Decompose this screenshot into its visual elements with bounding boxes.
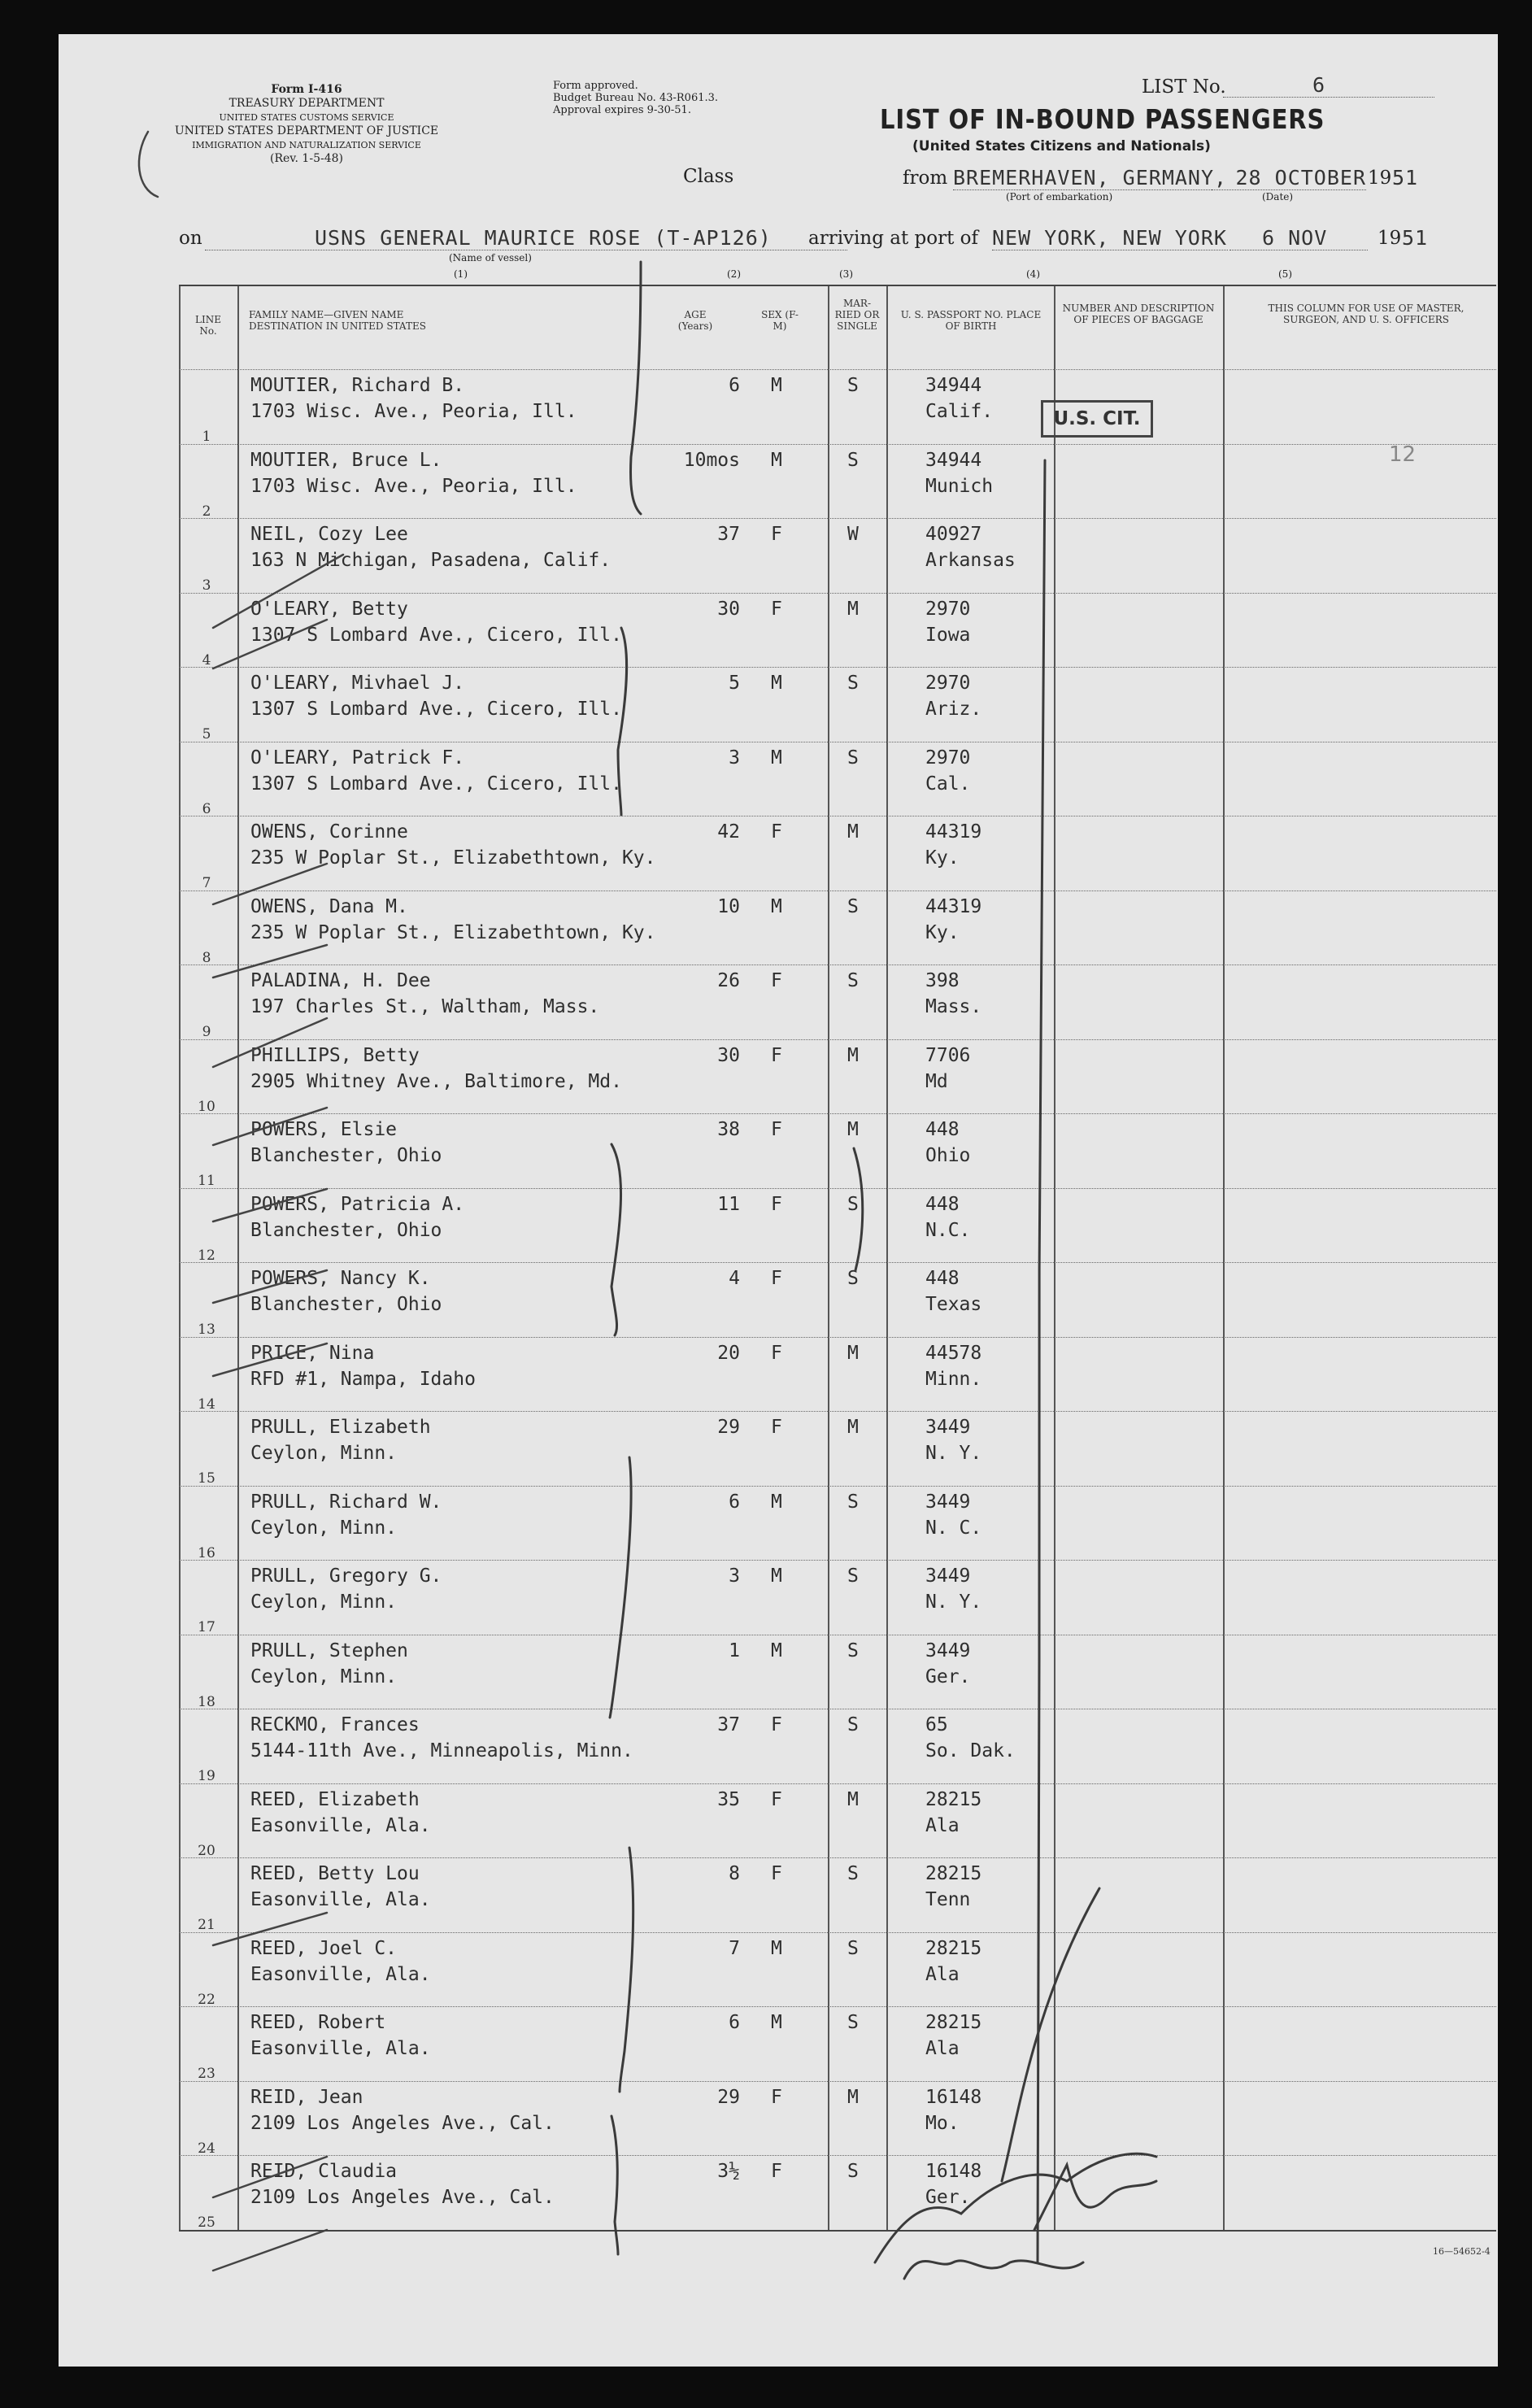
table-row	[179, 742, 1496, 817]
approval-line-3: Approval expires 9-30-51.	[553, 104, 691, 116]
line-number: 12	[198, 1247, 215, 1264]
table-row	[179, 1039, 1496, 1115]
passenger-name: REED, Elizabeth	[250, 1788, 420, 1810]
form-number: Form I-416	[271, 83, 342, 96]
place-of-birth: Minn.	[925, 1368, 982, 1390]
year-1: 51	[1392, 166, 1419, 189]
page-title: LIST OF IN-BOUND PASSENGERS	[880, 103, 1325, 135]
place-of-birth: Md	[925, 1070, 948, 1092]
colhead-line: LINE No.	[195, 314, 221, 337]
passenger-name: POWERS, Elsie	[250, 1119, 398, 1140]
line-number: 13	[198, 1322, 215, 1338]
passenger-name: POWERS, Nancy K.	[250, 1268, 431, 1289]
marital-status: S	[847, 673, 859, 694]
marital-status: M	[847, 1044, 859, 1066]
line-number: 24	[198, 2140, 215, 2157]
line-number: 21	[198, 1917, 215, 1933]
age: 35	[717, 1788, 740, 1810]
table-row	[179, 444, 1496, 520]
embark-date: 28 OCTOBER	[1212, 166, 1366, 190]
age: 29	[717, 2086, 740, 2108]
passenger-name: O'LEARY, Patrick F.	[250, 747, 465, 769]
destination: 1307 S Lombard Ave., Cicero, Ill.	[250, 624, 622, 646]
table-row	[179, 965, 1496, 1040]
from-label: from	[903, 168, 948, 189]
sex: M	[771, 2012, 782, 2033]
marital-status: M	[847, 821, 859, 843]
col-num-4: (4)	[1026, 268, 1040, 280]
destination: RFD #1, Nampa, Idaho	[250, 1368, 476, 1390]
sex: M	[771, 895, 782, 917]
table-row	[179, 1857, 1496, 1933]
age: 3	[729, 1565, 740, 1587]
passenger-name: PRULL, Gregory G.	[250, 1565, 442, 1587]
passport-number: 3449	[925, 1491, 971, 1513]
sex: M	[771, 673, 782, 694]
passport-number: 3449	[925, 1417, 971, 1438]
passport-number: 16148	[925, 2086, 982, 2108]
sex: F	[771, 524, 782, 545]
marital-status: S	[847, 449, 859, 471]
line-number: 1	[202, 429, 211, 445]
table-row	[179, 1411, 1496, 1487]
passenger-name: PRULL, Elizabeth	[250, 1417, 431, 1438]
passport-number: 28215	[925, 2012, 982, 2033]
vessel-caption: (Name of vessel)	[449, 252, 532, 263]
marital-status: S	[847, 1491, 859, 1513]
passenger-name: POWERS, Patricia A.	[250, 1193, 465, 1215]
destination: Easonville, Ala.	[250, 1814, 431, 1836]
passenger-name: REID, Claudia	[250, 2161, 398, 2182]
customs-service: UNITED STATES CUSTOMS SERVICE	[219, 112, 394, 123]
age: 6	[729, 1491, 740, 1513]
line-number: 6	[202, 800, 211, 817]
age: 8	[729, 1863, 740, 1884]
place-of-birth: Texas	[925, 1294, 982, 1315]
place-of-birth: Arkansas	[925, 550, 1016, 571]
destination: 235 W Poplar St., Elizabethtown, Ky.	[250, 921, 656, 943]
age: 37	[717, 1714, 740, 1735]
list-number-label: LIST No.	[1142, 76, 1226, 98]
passenger-name: REED, Joel C.	[250, 1937, 398, 1959]
passport-number: 34944	[925, 449, 982, 471]
passport-number: 3449	[925, 1565, 971, 1587]
destination: 163 N Michigan, Pasadena, Calif.	[250, 550, 611, 571]
passport-number: 44578	[925, 1342, 982, 1364]
passenger-name: OWENS, Dana M.	[250, 895, 408, 917]
place-of-birth: Ala	[925, 1814, 960, 1836]
line-number: 18	[198, 1693, 215, 1710]
passenger-name: PRICE, Nina	[250, 1342, 375, 1364]
table-row	[179, 1337, 1496, 1413]
destination: 5144-11th Ave., Minneapolis, Minn.	[250, 1740, 633, 1761]
passport-number: 34944	[925, 375, 982, 396]
age: 5	[729, 673, 740, 694]
destination: Easonville, Ala.	[250, 2038, 431, 2059]
destination: 1703 Wisc. Ave., Peoria, Ill.	[250, 401, 577, 422]
line-number: 9	[202, 1024, 211, 1040]
date-caption: (Date)	[1262, 191, 1294, 202]
arriving-label: arriving at port of	[808, 228, 978, 249]
marital-status: S	[847, 895, 859, 917]
sex: M	[771, 1937, 782, 1959]
approval-block	[553, 80, 718, 116]
age: 1	[729, 1639, 740, 1661]
sex: M	[771, 449, 782, 471]
place-of-birth: Ger.	[925, 2187, 971, 2208]
place-of-birth: Ky.	[925, 921, 960, 943]
place-of-birth: Ger.	[925, 1666, 971, 1687]
arrival-date: 6 NOV	[1230, 226, 1368, 250]
passenger-name: RECKMO, Frances	[250, 1714, 420, 1735]
table-row	[179, 369, 1496, 445]
destination: 197 Charles St., Waltham, Mass.	[250, 996, 600, 1017]
table-row	[179, 2081, 1496, 2157]
page-subtitle: (United States Citizens and Nationals)	[912, 138, 1211, 155]
table-row	[179, 2155, 1496, 2231]
marital-status: S	[847, 1193, 859, 1215]
destination: Blanchester, Ohio	[250, 1145, 442, 1166]
line-number: 15	[198, 1470, 215, 1487]
age: 37	[717, 524, 740, 545]
line-number: 4	[202, 651, 211, 668]
age: 26	[717, 970, 740, 991]
line-number: 2	[202, 503, 211, 520]
passport-number: 398	[925, 970, 960, 991]
place-of-birth: N. C.	[925, 1517, 982, 1539]
passport-number: 28215	[925, 1937, 982, 1959]
approval-line-1: Form approved.	[553, 80, 638, 92]
marital-status: M	[847, 2086, 859, 2108]
colhead-baggage: NUMBER AND DESCRIPTION OF PIECES OF BAGGAGE	[1062, 303, 1215, 325]
port-of-embarkation: BREMERHAVEN, GERMANY,	[953, 166, 1228, 189]
sex: F	[771, 1119, 782, 1140]
destination: 2109 Los Angeles Ave., Cal.	[250, 2112, 555, 2134]
sex: F	[771, 1714, 782, 1735]
passenger-table	[179, 285, 1496, 2232]
age: 6	[729, 2012, 740, 2033]
passport-number: 16148	[925, 2161, 982, 2182]
marital-status: S	[847, 1714, 859, 1735]
line-number: 25	[198, 2214, 215, 2231]
passenger-name: PRULL, Richard W.	[250, 1491, 442, 1513]
vessel-name: USNS GENERAL MAURICE ROSE (T-AP126)	[205, 226, 847, 250]
destination: 235 W Poplar St., Elizabethtown, Ky.	[250, 847, 656, 869]
passenger-name: O'LEARY, Mivhael J.	[250, 673, 465, 694]
marital-status: M	[847, 1788, 859, 1810]
line-number: 22	[198, 1991, 215, 2008]
place-of-birth: Ohio	[925, 1145, 971, 1166]
destination: Ceylon, Minn.	[250, 1592, 398, 1613]
passenger-name: REED, Betty Lou	[250, 1863, 420, 1884]
sex: F	[771, 1193, 782, 1215]
line-number: 19	[198, 1768, 215, 1784]
colhead-married: MAR- RIED OR SINGLE	[834, 298, 880, 332]
marital-status: M	[847, 1417, 859, 1438]
footer-code: 16—54652-4	[1433, 2246, 1491, 2257]
passport-number: 40927	[925, 524, 982, 545]
place-of-birth: Calif.	[925, 401, 994, 422]
line-number: 8	[202, 949, 211, 966]
passenger-name: NEIL, Cozy Lee	[250, 524, 408, 545]
sex: F	[771, 1268, 782, 1289]
col-num-3: (3)	[839, 268, 853, 280]
line-number: 3	[202, 577, 211, 594]
colhead-name: FAMILY NAME—GIVEN NAME DESTINATION IN UNITED STATES	[249, 309, 426, 332]
age: 30	[717, 598, 740, 620]
place-of-birth: Tenn	[925, 1889, 971, 1910]
line-number: 7	[202, 875, 211, 891]
sex: F	[771, 1342, 782, 1364]
marital-status: M	[847, 598, 859, 620]
marital-status: S	[847, 375, 859, 396]
age: 4	[729, 1268, 740, 1289]
age: 38	[717, 1119, 740, 1140]
form-header-left	[156, 83, 457, 166]
passenger-name: PHILLIPS, Betty	[250, 1044, 420, 1066]
sex: M	[771, 1491, 782, 1513]
list-number: 6	[1223, 73, 1434, 98]
col-num-2: (2)	[727, 268, 741, 280]
table-row	[179, 593, 1496, 668]
destination: 1307 S Lombard Ave., Cicero, Ill.	[250, 699, 622, 720]
sex: F	[771, 1788, 782, 1810]
place-of-birth: Ala	[925, 2038, 960, 2059]
destination: 2109 Los Angeles Ave., Cal.	[250, 2187, 555, 2208]
sex: F	[771, 1863, 782, 1884]
passenger-name: OWENS, Corinne	[250, 821, 408, 843]
sex: F	[771, 2086, 782, 2108]
line-number: 23	[198, 2066, 215, 2082]
destination: 1703 Wisc. Ave., Peoria, Ill.	[250, 475, 577, 497]
ins-service: IMMIGRATION AND NATURALIZATION SERVICE	[192, 140, 421, 150]
passport-number: 448	[925, 1193, 960, 1215]
colhead-passport: U. S. PASSPORT NO. PLACE OF BIRTH	[900, 309, 1042, 332]
passport-number: 28215	[925, 1863, 982, 1884]
age: 29	[717, 1417, 740, 1438]
destination: 1307 S Lombard Ave., Cicero, Ill.	[250, 773, 622, 795]
passenger-name: MOUTIER, Bruce L.	[250, 449, 442, 471]
col-num-5: (5)	[1278, 268, 1292, 280]
age: 10mos	[683, 449, 740, 471]
passport-number: 448	[925, 1268, 960, 1289]
table-row	[179, 1486, 1496, 1561]
place-of-birth: Mo.	[925, 2112, 960, 2134]
officer-mark: 12	[1389, 442, 1417, 467]
destination: Ceylon, Minn.	[250, 1443, 398, 1464]
sex: M	[771, 1639, 782, 1661]
line-number: 16	[198, 1544, 215, 1561]
table-row	[179, 816, 1496, 891]
place-of-birth: Ala	[925, 1963, 960, 1985]
age: 3½	[717, 2161, 740, 2182]
sex: F	[771, 2161, 782, 2182]
marital-status: S	[847, 1639, 859, 1661]
destination: Blanchester, Ohio	[250, 1219, 442, 1241]
us-citizen-stamp: U.S. CIT.	[1041, 400, 1153, 438]
marital-status: S	[847, 1565, 859, 1587]
place-of-birth: N. Y.	[925, 1592, 982, 1613]
line-number: 17	[198, 1619, 215, 1635]
line-number: 5	[202, 726, 211, 742]
manifest-sheet	[59, 34, 1498, 2367]
passenger-name: PRULL, Stephen	[250, 1639, 408, 1661]
table-row	[179, 1560, 1496, 1635]
revision-date: (Rev. 1-5-48)	[270, 152, 343, 165]
marital-status: S	[847, 747, 859, 769]
passport-number: 44319	[925, 821, 982, 843]
marital-status: S	[847, 1937, 859, 1959]
age: 10	[717, 895, 740, 917]
port-embark-caption: (Port of embarkation)	[1006, 191, 1113, 202]
marital-status: S	[847, 1863, 859, 1884]
sex: F	[771, 970, 782, 991]
destination: Blanchester, Ohio	[250, 1294, 442, 1315]
marital-status: S	[847, 970, 859, 991]
destination: Easonville, Ala.	[250, 1963, 431, 1985]
marital-status: W	[847, 524, 859, 545]
age: 42	[717, 821, 740, 843]
table-row	[179, 1262, 1496, 1338]
colhead-officers: THIS COLUMN FOR USE OF MASTER, SURGEON, AND U. S. OFFICERS	[1268, 303, 1465, 325]
table-row	[179, 890, 1496, 966]
marital-status: M	[847, 1342, 859, 1364]
table-row	[179, 1932, 1496, 2008]
passenger-name: PALADINA, H. Dee	[250, 970, 431, 991]
colhead-age: AGE (Years)	[677, 309, 713, 332]
sex: F	[771, 821, 782, 843]
line-number: 14	[198, 1396, 215, 1413]
marital-status: M	[847, 1119, 859, 1140]
place-of-birth: Mass.	[925, 996, 982, 1017]
table-row	[179, 1113, 1496, 1189]
sex: M	[771, 375, 782, 396]
place-of-birth: Iowa	[925, 624, 971, 646]
sex: M	[771, 1565, 782, 1587]
destination: Easonville, Ala.	[250, 1889, 431, 1910]
passport-number: 2970	[925, 747, 971, 769]
passport-number: 3449	[925, 1639, 971, 1661]
table-row	[179, 1635, 1496, 1710]
year-prefix-1: 19	[1368, 168, 1392, 189]
sex: M	[771, 747, 782, 769]
destination: Ceylon, Minn.	[250, 1517, 398, 1539]
marital-status: S	[847, 1268, 859, 1289]
line-number: 11	[198, 1173, 215, 1189]
passport-number: 2970	[925, 598, 971, 620]
marital-status: S	[847, 2161, 859, 2182]
passport-number: 44319	[925, 895, 982, 917]
line-number: 10	[198, 1098, 215, 1115]
table-row	[179, 1709, 1496, 1784]
age: 20	[717, 1342, 740, 1364]
place-of-birth: Ky.	[925, 847, 960, 869]
col-num-1: (1)	[454, 268, 468, 280]
passenger-name: O'LEARY, Betty	[250, 598, 408, 620]
marital-status: S	[847, 2012, 859, 2033]
table-row	[179, 2006, 1496, 2082]
on-label: on	[179, 228, 202, 249]
approval-line-2: Budget Bureau No. 43-R061.3.	[553, 92, 719, 104]
passenger-name: REID, Jean	[250, 2086, 363, 2108]
age: 7	[729, 1937, 740, 1959]
passport-number: 448	[925, 1119, 960, 1140]
place-of-birth: Ariz.	[925, 699, 982, 720]
destination: Ceylon, Minn.	[250, 1666, 398, 1687]
passport-number: 7706	[925, 1044, 971, 1066]
year-prefix-2: 19	[1377, 228, 1402, 249]
class-label: Class	[683, 166, 734, 187]
sex: F	[771, 1044, 782, 1066]
place-of-birth: Munich	[925, 475, 994, 497]
passenger-name: REED, Robert	[250, 2012, 386, 2033]
colhead-sex: SEX (F-M)	[761, 309, 799, 332]
line-number: 20	[198, 1842, 215, 1859]
treasury-dept: TREASURY DEPARTMENT	[228, 97, 385, 110]
passport-number: 2970	[925, 673, 971, 694]
table-row	[179, 667, 1496, 742]
passenger-name: MOUTIER, Richard B.	[250, 375, 465, 396]
destination: 2905 Whitney Ave., Baltimore, Md.	[250, 1070, 622, 1092]
age: 3	[729, 747, 740, 769]
age: 6	[729, 375, 740, 396]
place-of-birth: N. Y.	[925, 1443, 982, 1464]
justice-dept: UNITED STATES DEPARTMENT OF JUSTICE	[174, 124, 439, 137]
table-row	[179, 518, 1496, 594]
place-of-birth: Cal.	[925, 773, 971, 795]
arrival-port: NEW YORK, NEW YORK	[992, 226, 1227, 250]
sex: F	[771, 598, 782, 620]
passport-number: 65	[925, 1714, 948, 1735]
place-of-birth: N.C.	[925, 1219, 971, 1241]
place-of-birth: So. Dak.	[925, 1740, 1016, 1761]
passport-number: 28215	[925, 1788, 982, 1810]
age: 11	[717, 1193, 740, 1215]
table-row	[179, 1783, 1496, 1859]
year-2: 51	[1402, 226, 1429, 250]
age: 30	[717, 1044, 740, 1066]
table-row	[179, 1188, 1496, 1264]
sex: F	[771, 1417, 782, 1438]
